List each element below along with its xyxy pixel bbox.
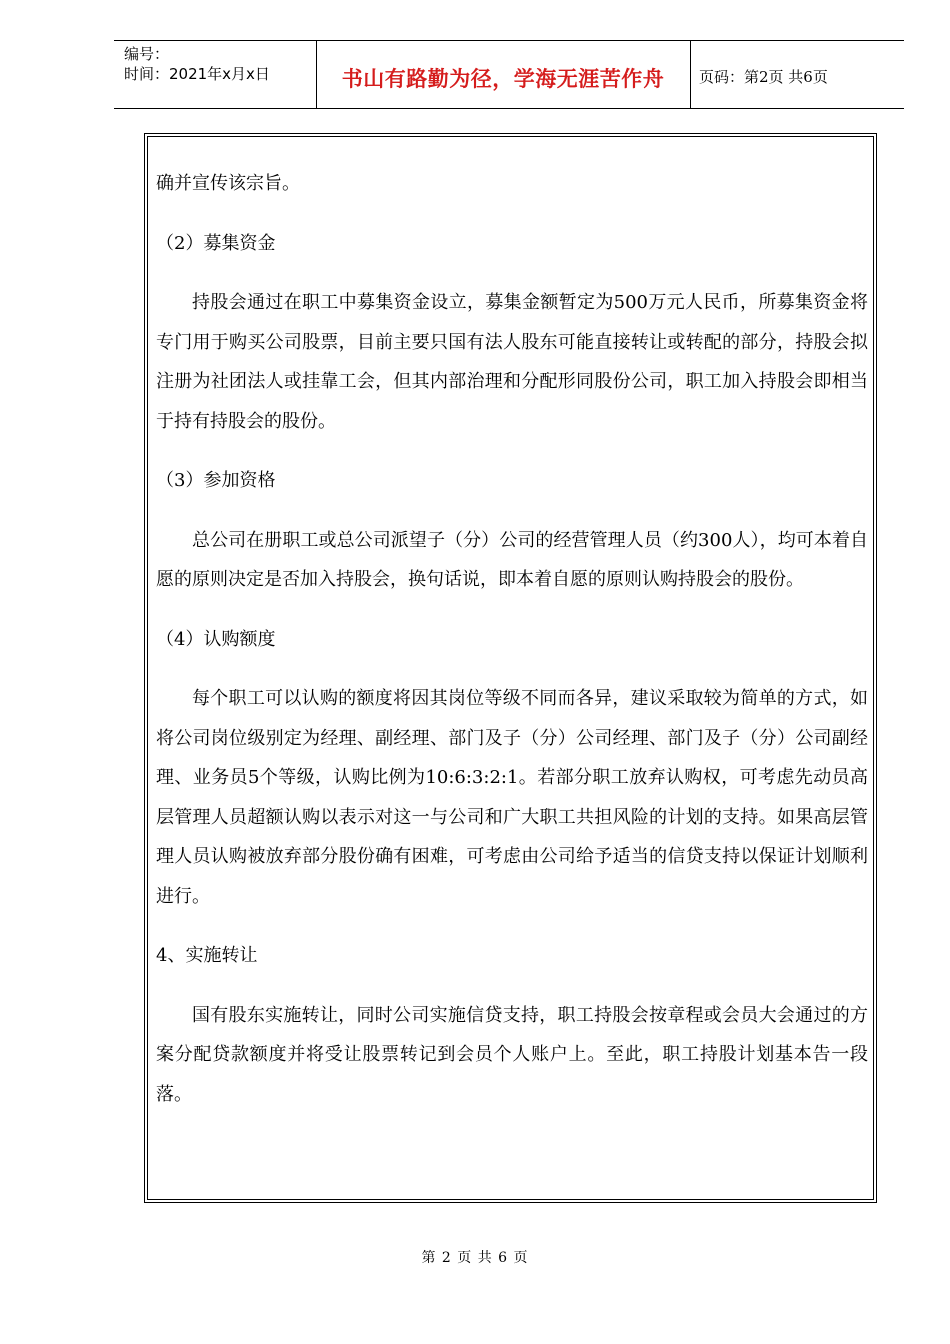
section-heading: （3）参加资格 bbox=[156, 470, 276, 491]
section-heading: （4）认购额度 bbox=[156, 628, 276, 650]
body-paragraph: 持股会通过在职工中募集资金设立，募集金额暂定为500万元人民币，所募集资金将专门用于购买公司股票，目前主要只国有法人股东可能直接转让或转配的部分，持股会拟注册为社团法人或挂靠工会，但其内部治理和分配形同股份公司，职工加入持股会即相当于持有持股会的股份。 bbox=[156, 292, 868, 432]
body-paragraph: 国有股东实施转让，同时公司实施信贷支持，职工持股会按章程或会员大会通过的方案分配贷款额度并将受让股票转记到会员个人账户上。至此，职工持股计划基本告一段落。 bbox=[156, 1004, 868, 1105]
header-meta-cell bbox=[114, 41, 317, 108]
section-heading: （2）募集资金 bbox=[156, 232, 276, 254]
document-body bbox=[156, 164, 868, 1114]
body-paragraph: 总公司在册职工或总公司派望子（分）公司的经营管理人员（约300人），均可本着自愿的原则决定是否加入持股会，换句话说，即本着自愿的原则认购持股会的股份。 bbox=[156, 529, 868, 590]
document-time-label: 时间：2021年x月x日 bbox=[124, 65, 270, 83]
body-paragraph: 每个职工可以认购的额度将因其岗位等级不同而各异，建议采取较为简单的方式，如将公司岗位级别定为经理、副经理、部门及子（分）公司经理、部门及子（分）公司副经理、业务员5个等级，认购比例为10:6:3:2:1。若部分职工放弃认购权，可考虑先动员高层管理人员超额认购以表示对这一与公司和广大职工共担风险的计划的支持。如果高层管理人员认购被放弃部分股份确有困难，可考虑由公司给予适当的信贷支持以保证计划顺利进行。 bbox=[156, 688, 868, 907]
header-motto: 书山有路勤为径，学海无涯苦作舟 bbox=[341, 66, 665, 91]
body-paragraph: 确并宣传该宗旨。 bbox=[156, 173, 300, 194]
document-header bbox=[114, 40, 904, 109]
header-page-number: 页码：第2页 共6页 bbox=[699, 68, 828, 86]
page-footer: 第 2 页 共 6 页 bbox=[421, 1250, 529, 1266]
header-page-cell bbox=[691, 41, 904, 108]
section-heading: 4、实施转让 bbox=[156, 945, 258, 966]
document-number-label: 编号： bbox=[124, 45, 170, 63]
header-motto-cell bbox=[316, 41, 691, 108]
